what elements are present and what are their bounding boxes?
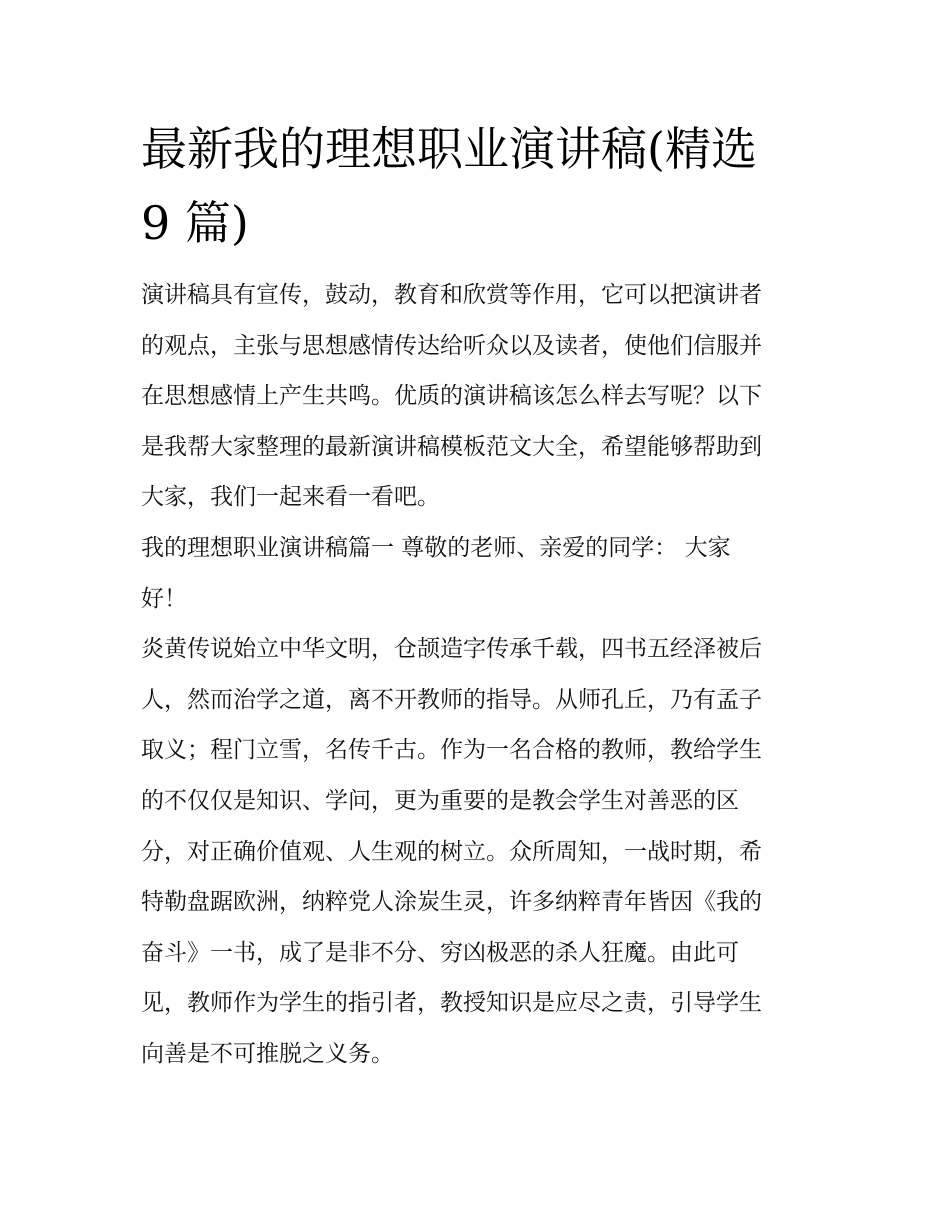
- text-line: 的不仅仅是知识、学问，更为重要的是教会学生对善恶的区: [141, 787, 739, 814]
- text-line: 取义；程门立雪，名传千古。作为一名合格的教师，教给学生: [141, 737, 762, 764]
- text-line: 炎黄传说始立中华文明，仓颉造字传承千载，四书五经泽被后: [141, 636, 762, 663]
- text-line: 在思想感情上产生共鸣。优质的演讲稿该怎么样去写呢？以下: [141, 383, 762, 410]
- text-line: 演讲稿具有宣传，鼓动，教育和欣赏等作用，它可以把演讲者: [141, 282, 762, 308]
- text-line: 好！: [141, 585, 187, 612]
- document-title: [141, 112, 813, 260]
- title-line: 最新我的理想职业演讲稿(精选: [141, 122, 757, 176]
- intro-paragraph: [141, 270, 813, 523]
- text-line: 人，然而治学之道，离不开教师的指导。从师孔丘，乃有孟子: [141, 686, 762, 713]
- text-line: 大家，我们一起来看一看吧。: [141, 484, 440, 511]
- text-line: 是我帮大家整理的最新演讲稿模板范文大全，希望能够帮助到: [141, 433, 762, 460]
- document-page: [141, 112, 813, 1080]
- greeting-paragraph: [141, 523, 813, 624]
- document-body: [141, 270, 813, 1080]
- text-line: 特勒盘踞欧洲，纳粹党人涂炭生灵，许多纳粹青年皆因《我的: [141, 889, 762, 916]
- title-line: 9 篇): [141, 196, 249, 250]
- text-line: 向善是不可推脱之义务。: [141, 1040, 394, 1067]
- text-line: 见，教师作为学生的指引者，教授知识是应尽之责，引导学生: [141, 990, 762, 1017]
- text-line: 的观点，主张与思想感情传达给听众以及读者，使他们信服并: [141, 332, 762, 359]
- text-line: 分，对正确价值观、人生观的树立。众所周知，一战时期，希: [141, 838, 762, 865]
- text-line: 我的理想职业演讲稿篇一 尊敬的老师、亲爱的同学： 大家: [141, 534, 731, 561]
- text-line: 奋斗》一书，成了是非不分、穷凶极恶的杀人狂魔。由此可: [141, 939, 739, 966]
- body-paragraph: [141, 624, 813, 1079]
